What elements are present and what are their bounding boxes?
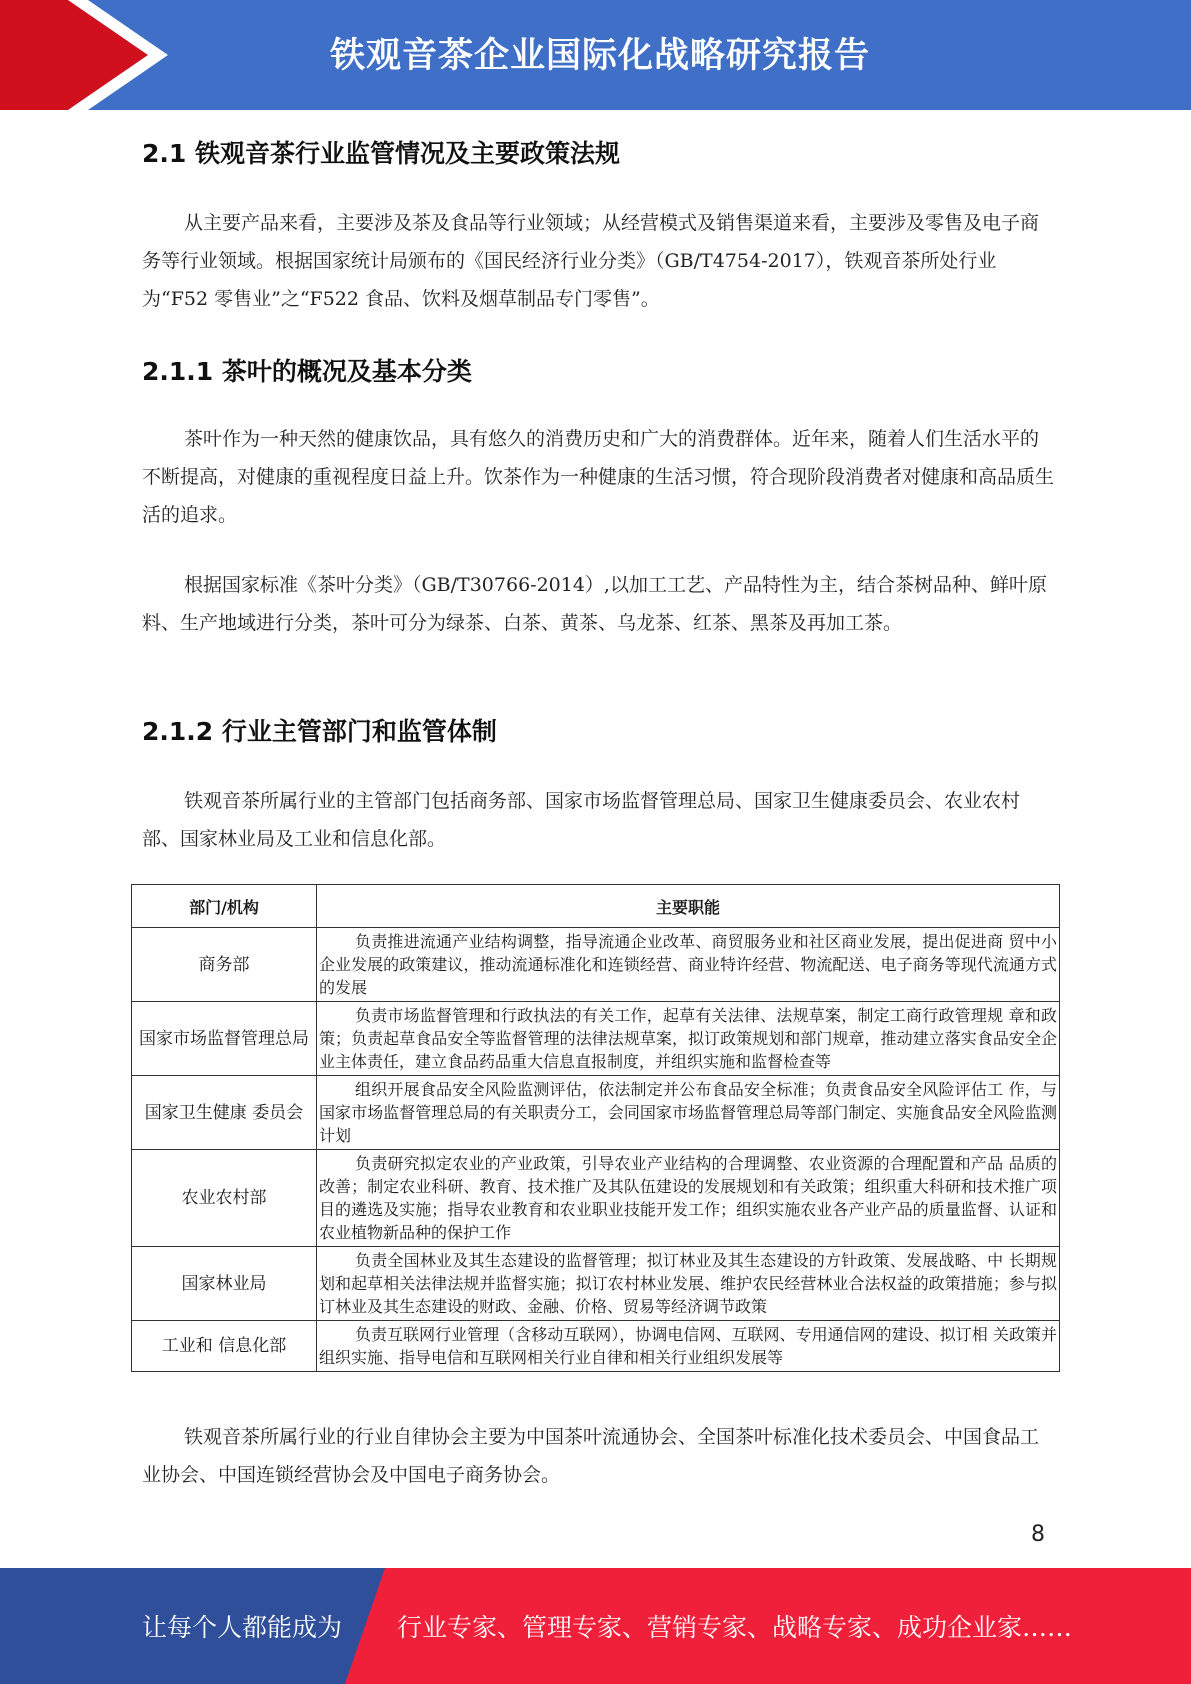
table-row — [132, 1247, 1060, 1321]
duty-cell: 负责全国林业及其生态建设的监督管理；拟订林业及其生态建设的方针政策、发展战略、中 长期规划和起草相关法律法规并监督实施；拟订农村林业发展、维护农民经营林业合法权益的政策措施；参与拟订林业及其生态建设的财政、金融、价格、贸易等经济调节政策 — [317, 1247, 1060, 1321]
table-row — [132, 1150, 1060, 1247]
table-row — [132, 1002, 1060, 1076]
dept-cell: 商务部 — [132, 928, 317, 1002]
duty-cell: 负责推进流通产业结构调整，指导流通企业改革、商贸服务业和社区商业发展，提出促进商 贸中小企业发展的政策建议，推动流通标准化和连锁经营、商业特许经营、物流配送、电子商务等现代流通方式的发展 — [317, 928, 1060, 1002]
heading-2-1-2: 2.1.2 行业主管部门和监管体制 — [142, 717, 497, 746]
table-row — [132, 1076, 1060, 1150]
table-row — [132, 928, 1060, 1002]
heading-2-1-1: 2.1.1 茶叶的概况及基本分类 — [142, 357, 472, 386]
page-number: 8 — [1031, 1522, 1045, 1547]
dept-cell: 工业和 信息化部 — [132, 1321, 317, 1372]
footer-slogan-right: 行业专家、管理专家、营销专家、战略专家、成功企业家…… — [397, 1613, 1073, 1642]
duty-cell: 负责市场监督管理和行政执法的有关工作，起草有关法律、法规草案，制定工商行政管理规 章和政策；负责起草食品安全等监督管理的法律法规草案，拟订政策规划和部门规章，推动建立落实食品安全企业主体责任，建立食品药品重大信息直报制度，并组织实施和监督检查等 — [317, 1002, 1060, 1076]
paragraph-2-1-1-b: 根据国家标准《茶叶分类》（GB/T30766-2014）,以加工工艺、产品特性为主，结合茶树品种、鲜叶原料、生产地域进行分类，茶叶可分为绿茶、白茶、黄茶、乌龙茶、红茶、黑茶及再加工茶。 — [142, 574, 1047, 634]
paragraph-2-1-1-a: 茶叶作为一种天然的健康饮品，具有悠久的消费历史和广大的消费群体。近年来，随着人们生活水平的不断提高，对健康的重视程度日益上升。饮茶作为一种健康的生活习惯，符合现阶段消费者对健康和高品质生活的追求。 — [142, 428, 1055, 526]
duty-cell: 负责研究拟定农业的产业政策，引导农业产业结构的合理调整、农业资源的合理配置和产品 品质的改善；制定农业科研、教育、技术推广及其队伍建设的发展规划和有关政策；组织重大科研和技术推广项目的遴选及实施；指导农业教育和农业职业技能开发工作；组织实施农业各产业产品的质量监督、认证和农业植物新品种的保护工作 — [317, 1150, 1060, 1247]
duty-cell: 负责互联网行业管理（含移动互联网），协调电信网、互联网、专用通信网的建设、拟订相 关政策并组织实施、指导电信和互联网相关行业自律和相关行业组织发展等 — [317, 1321, 1060, 1372]
department-table — [131, 884, 1060, 1372]
page-footer — [0, 1568, 1191, 1684]
paragraph-2-1-2-b: 铁观音茶所属行业的行业自律协会主要为中国茶叶流通协会、全国茶叶标准化技术委员会、中国食品工业协会、中国连锁经营协会及中国电子商务协会。 — [142, 1426, 1040, 1486]
table-row — [132, 1321, 1060, 1372]
page-header — [0, 0, 1191, 110]
report-title: 铁观音茶企业国际化战略研究报告 — [330, 36, 871, 76]
dept-cell: 国家卫生健康 委员会 — [132, 1076, 317, 1150]
paragraph-2-1-1: 从主要产品来看，主要涉及茶及食品等行业领域；从经营模式及销售渠道来看，主要涉及零售及电子商务等行业领域。根据国家统计局颁布的《国民经济行业分类》（GB/T4754-2017），铁观音茶所处行业为“F52 零售业”之“F522 食品、饮料及烟草制品专门零售”。 — [142, 212, 1040, 310]
dept-cell: 国家市场监督管理总局 — [132, 1002, 317, 1076]
table-header-row — [132, 885, 1060, 928]
column-header-duty: 主要职能 — [317, 885, 1060, 928]
duty-cell: 组织开展食品安全风险监测评估，依法制定并公布食品安全标准；负责食品安全风险评估工 作，与国家市场监督管理总局的有关职责分工，会同国家市场监督管理总局等部门制定、实施食品安全风险监测计划 — [317, 1076, 1060, 1150]
footer-slogan-left: 让每个人都能成为 — [142, 1613, 343, 1642]
paragraph-2-1-2-a: 铁观音茶所属行业的主管部门包括商务部、国家市场监督管理总局、国家卫生健康委员会、农业农村部、国家林业局及工业和信息化部。 — [142, 790, 1021, 850]
column-header-dept: 部门/机构 — [132, 885, 317, 928]
heading-2-1: 2.1 铁观音茶行业监管情况及主要政策法规 — [142, 139, 620, 168]
dept-cell: 国家林业局 — [132, 1247, 317, 1321]
dept-cell: 农业农村部 — [132, 1150, 317, 1247]
